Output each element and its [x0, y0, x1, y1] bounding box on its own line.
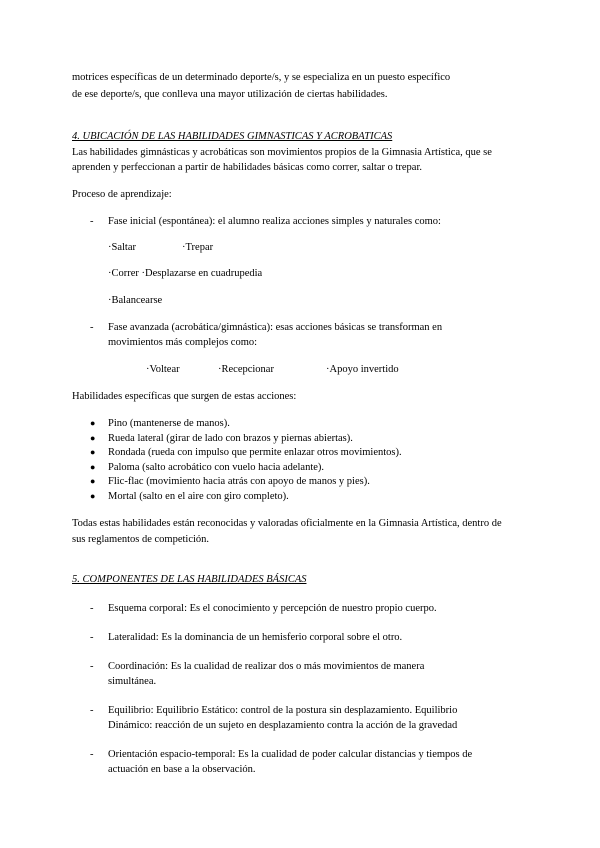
fase-inicial: Fase inicial (espontánea): el alumno realiza acciones simples y naturales como:	[108, 216, 441, 227]
avanzada-item-voltear: ·Voltear	[146, 364, 180, 375]
dash-marker: -	[90, 632, 94, 643]
fase-avanzada-line-2: movimientos más complejos como:	[108, 337, 258, 348]
dash-marker: -	[90, 705, 94, 716]
skill-item: Mortal (salto en el aire con giro completo).	[108, 491, 289, 502]
dash-marker: -	[90, 322, 94, 333]
skill-item: Rondada (rueda con impulso que permite enlazar otros movimientos).	[108, 447, 402, 458]
skill-item: Paloma (salto acrobático con vuelo hacia adelante).	[108, 462, 325, 473]
component-orientacion-line-1: Orientación espacio-temporal: Es la cualidad de poder calcular distancias y tiempos de	[108, 749, 473, 760]
component-coordinacion-line-1: Coordinación: Es la cualidad de realizar dos o más movimientos de manera	[108, 661, 425, 672]
bullet-icon: ●	[90, 433, 96, 443]
section-4-heading: 4. UBICACIÓN DE LAS HABILIDADES GIMNASTICAS Y ACROBATICAS	[72, 131, 393, 142]
skill-item: Pino (mantenerse de manos).	[108, 418, 230, 429]
dash-marker: -	[90, 603, 94, 614]
intro-line-2: de ese deporte/s, que conlleva una mayor utilización de ciertas habilidades.	[72, 89, 388, 100]
bullet-icon: ●	[90, 462, 96, 472]
component-esquema: Esquema corporal: Es el conocimiento y percepción de nuestro propio cuerpo.	[108, 603, 437, 614]
closing-line-1: Todas estas habilidades están reconocidas y valoradas oficialmente en la Gimnasia Artística, dentro de	[72, 518, 502, 529]
inicial-item-correr: ·Correr ·Desplazarse en cuadrupedia	[108, 268, 263, 279]
intro-line-1: motrices específicas de un determinado deporte/s, y se especializa en un puesto específico	[72, 72, 451, 83]
inicial-item-saltar: ·Saltar	[108, 242, 136, 253]
closing-line-2: sus reglamentos de competición.	[72, 534, 210, 545]
proceso-label: Proceso de aprendizaje:	[72, 189, 172, 200]
component-equilibrio-line-1: Equilibrio: Equilibrio Estático: control de la postura sin desplazamiento. Equilibrio	[108, 705, 458, 716]
component-equilibrio-line-2: Dinámico: reacción de un sujeto en desplazamiento contra la acción de la gravedad	[108, 720, 458, 731]
avanzada-item-apoyo: ·Apoyo invertido	[326, 364, 399, 375]
inicial-item-balancearse: ·Balancearse	[108, 295, 163, 306]
dash-marker: -	[90, 661, 94, 672]
bullet-icon: ●	[90, 491, 96, 501]
bullet-icon: ●	[90, 476, 96, 486]
skill-item: Rueda lateral (girar de lado con brazos y piernas abiertas).	[108, 433, 353, 444]
component-orientacion-line-2: actuación en base a la observación.	[108, 764, 256, 775]
skill-item: Flic-flac (movimiento hacia atrás con apoyo de manos y pies).	[108, 476, 370, 487]
dash-marker: -	[90, 749, 94, 760]
avanzada-item-recepcionar: ·Recepcionar	[218, 364, 274, 375]
inicial-item-trepar: ·Trepar	[182, 242, 214, 253]
section-5-heading: 5. COMPONENTES DE LAS HABILIDADES BÁSICAS	[72, 574, 307, 585]
dash-marker: -	[90, 216, 94, 227]
bullet-icon: ●	[90, 447, 96, 457]
section-4-paragraph-line-2: aprenden y perfeccionan a partir de habilidades básicas como correr, saltar o trepar.	[72, 162, 422, 173]
fase-avanzada-line-1: Fase avanzada (acrobática/gimnástica): esas acciones básicas se transforman en	[108, 322, 443, 333]
bullet-icon: ●	[90, 418, 96, 428]
especificas-label: Habilidades específicas que surgen de estas acciones:	[72, 391, 297, 402]
component-coordinacion-line-2: simultánea.	[108, 676, 157, 687]
component-lateralidad: Lateralidad: Es la dominancia de un hemisferio corporal sobre el otro.	[108, 632, 403, 643]
section-4-paragraph-line-1: Las habilidades gimnásticas y acrobáticas son movimientos propios de la Gimnasia Artística, que se	[72, 147, 492, 158]
